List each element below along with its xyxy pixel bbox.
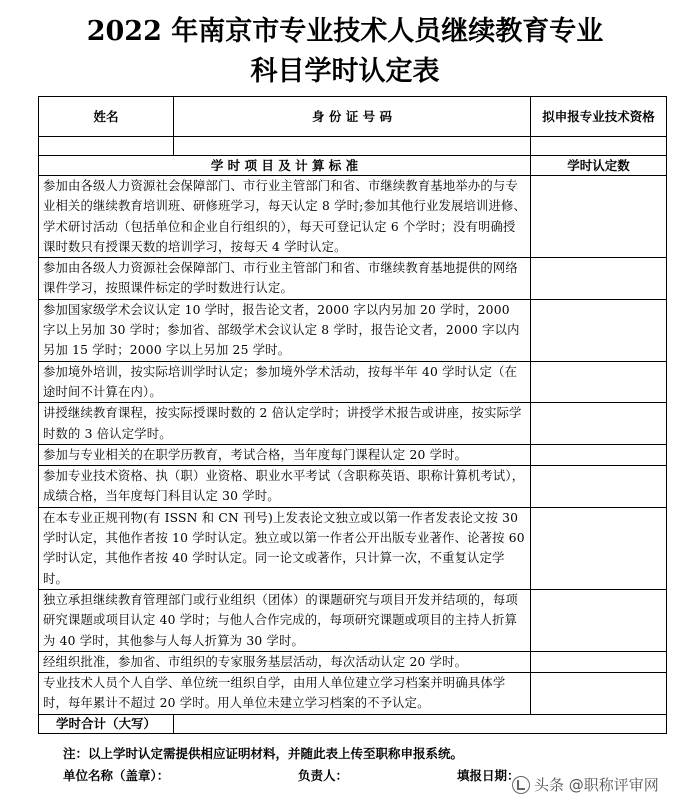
id-number-header: 身 份 证 号 码 [174,97,531,137]
total-hours-label: 学时合计（大写） [39,714,174,733]
fill-date-label: 填报日期： [457,768,520,783]
item-teaching: 讲授继续教育课程，按实际授课时数的 2 倍认定学时；讲授学术报告或讲座，按实际学时数的 3 倍认定学时。 [39,403,531,445]
responsible-person-label: 负责人： [298,768,349,783]
form-title-line2: 科目学时认定表 [250,56,440,87]
hours-cell[interactable] [531,176,667,258]
hours-cell[interactable] [531,403,667,445]
item-publications: 在本专业正规刊物(有 ISSN 和 CN 刊号)上发表论文独立或以第一作者发表论文按 30 学时认定，其他作者按 10 学时认定。独立或以第一作者公开出版专业著作、论著按 60 学时认定，其他作者按 40 学时认定。同一论文或著作，只计算一次，不重复认定学时。 [39,507,531,589]
item-training-class: 参加由各级人力资源社会保障部门、市行业主管部门和省、市继续教育基地举办的与专业相关的继续教育培训班、研修班学习，每天认定 8 学时;参加其他行业发展培训进修、学术研讨活动（包括单位和企业自行组织的），每天可登记认定 6 个学时；没有明确授课时数只有授课天数的培训学习，按每天 4 学时认定。 [39,176,531,258]
watermark-text: 头条 @职称评审网 [534,776,659,794]
hours-cell[interactable] [531,444,667,465]
hours-cell[interactable] [531,651,667,672]
hours-section-header: 学时认定数 [531,156,667,176]
id-number-input-cell[interactable] [174,137,531,156]
hours-cell[interactable] [531,466,667,508]
toutiao-logo-icon [512,776,530,794]
item-expert-service: 经组织批准，参加省、市组织的专家服务基层活动，每次活动认定 20 学时。 [39,651,531,672]
hours-cell[interactable] [531,361,667,403]
unit-name-label: 单位名称（盖章）： [63,768,170,783]
item-online-courseware: 参加由各级人力资源社会保障部门、市行业主管部门和省、市继续教育基地提供的网络课件学习，按照课件标定的学时数进行认定。 [39,258,531,300]
name-input-cell[interactable] [39,137,174,156]
hours-cell[interactable] [531,673,667,715]
form-title-line1: 2022 年南京市专业技术人员继续教育专业 [86,16,604,47]
hours-cell[interactable] [531,299,667,361]
item-qualification-exam: 参加专业技术资格、执（职）业资格、职业水平考试（含职称英语、职称计算机考试），成绩合格，当年度每门科目认定 30 学时。 [39,466,531,508]
item-self-study: 专业技术人员个人自学、单位统一组织自学，由用人单位建立学习档案并明确具体学时，每年累计不超过 20 学时。用人单位未建立学习档案的不予认定。 [39,673,531,715]
qualification-input-cell[interactable] [531,137,667,156]
item-research-projects: 独立承担继续教育管理部门或行业组织（团体）的课题研究与项目开发并结项的，每项研究课题或项目认定 40 学时；与他人合作完成的，每项研究课题或项目的主持人折算为 40 学时，其他参与人每人折算为 30 学时。 [39,589,531,651]
hours-form-table [38,96,667,734]
watermark [512,774,659,795]
item-academic-conference: 参加国家级学术会议认定 10 学时，报告论文者，2000 字以内另加 20 学时，2000 字以上另加 30 学时；参加省、部级学术会议认定 8 学时，报告论文者，2000 字以内另加 15 学时；2000 字以上另加 25 学时。 [39,299,531,361]
items-section-header: 学 时 项 目 及 计 算 标 准 [39,156,531,176]
name-header: 姓名 [39,97,174,137]
hours-cell[interactable] [531,589,667,651]
qualification-header: 拟申报专业技术资格 [531,97,667,137]
item-degree-education: 参加与专业相关的在职学历教育，考试合格，当年度每门课程认定 20 学时。 [39,444,531,465]
footnote: 注：以上学时认定需提供相应证明材料，并随此表上传至职称申报系统。 [63,746,464,761]
hours-cell[interactable] [531,258,667,300]
total-hours-input-cell[interactable] [174,714,667,733]
hours-cell[interactable] [531,507,667,589]
item-overseas-training: 参加境外培训，按实际培训学时认定；参加境外学术活动，按每半年 40 学时认定（在途时间不计算在内）。 [39,361,531,403]
